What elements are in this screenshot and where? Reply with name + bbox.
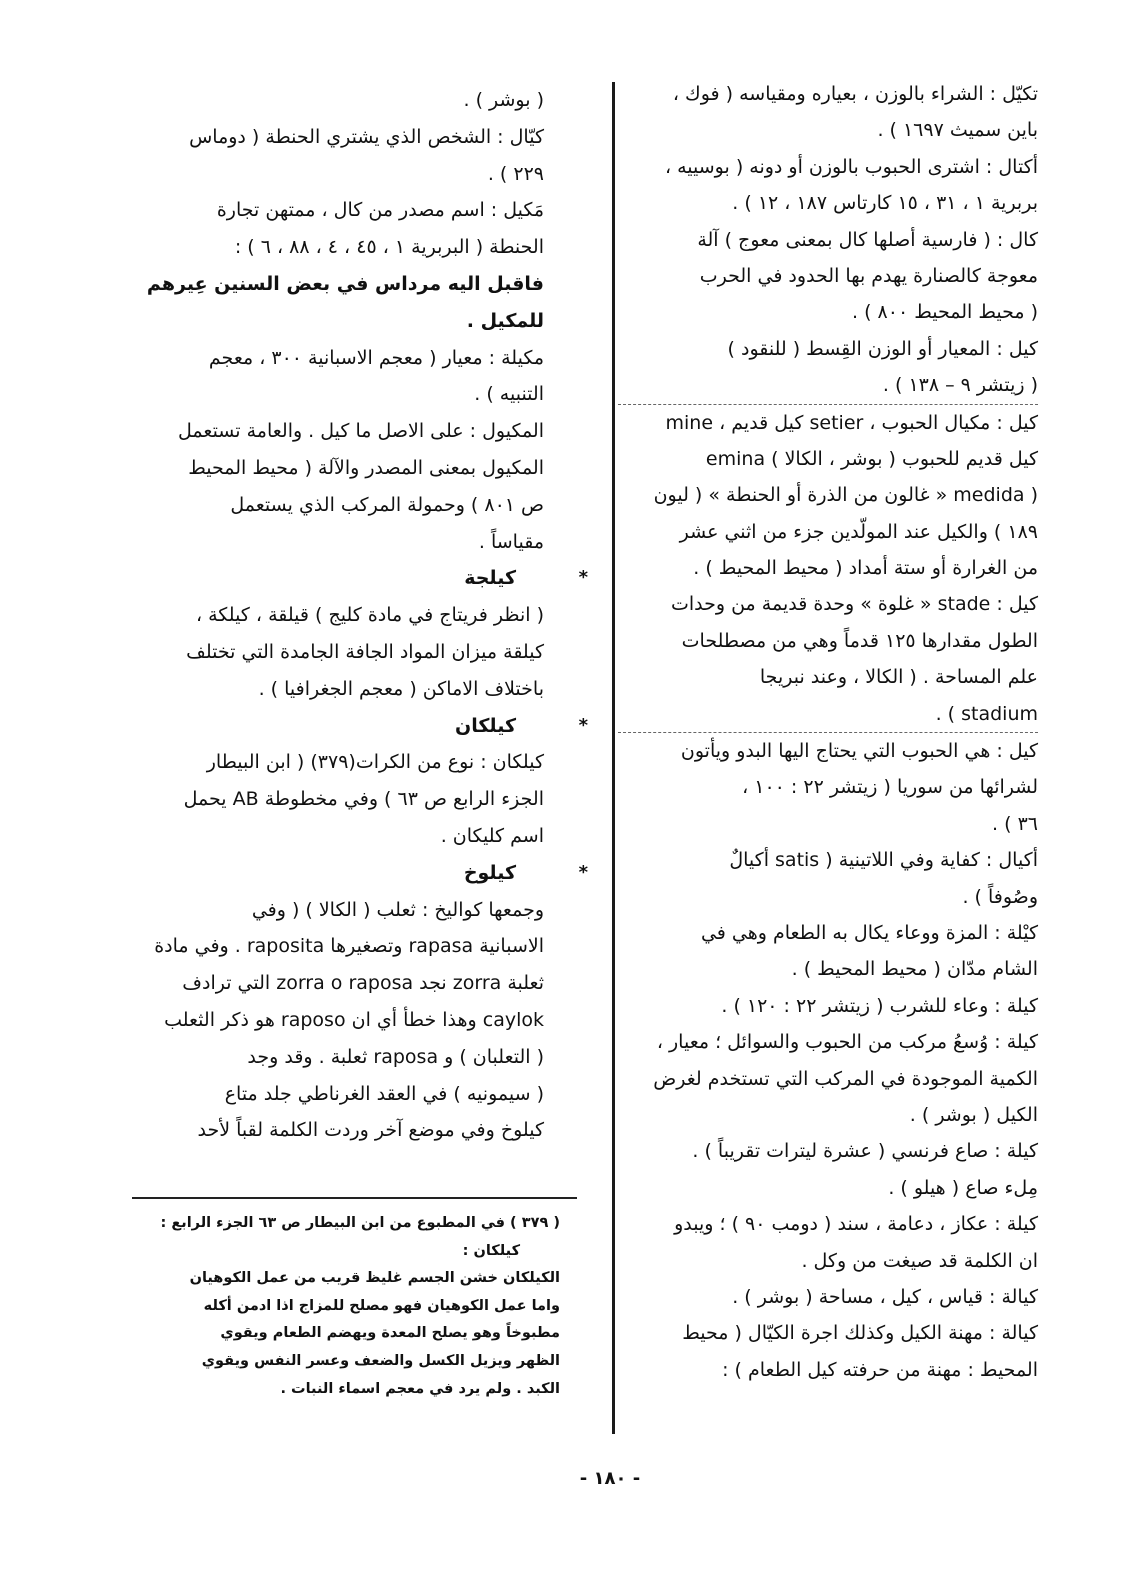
text-line: أكيال : كفاية وفي اللاتينية ( satis أكيالٌ (729, 849, 1038, 872)
text-line: كيْلة : المزة ووعاء يكال به الطعام وهي في (700, 921, 1038, 944)
text-line: مقياساً . (478, 530, 544, 553)
text-line: كيلة : وُسعُ مركب من الحبوب والسوائل ؛ معيار ، (656, 1031, 1038, 1054)
text-line: الكمية الموجودة في المركب التي تستخدم لغرض (653, 1067, 1038, 1090)
text-line: مَكيل : اسم مصدر من كال ، ممتهن تجارة (216, 199, 544, 222)
text-line: الحنطة ( البربرية ١ ، ٤٥ ، ٤ ، ٨٨ ، ٦ ) : (234, 236, 544, 259)
footnote-line: الكبد . ولم يرد في معجم اسماء النبات . (280, 1380, 560, 1397)
text-line: للمكيل . (466, 309, 544, 332)
text-line: stadium ) . (935, 702, 1038, 725)
column-divider (612, 82, 615, 1434)
text-line: كيالة : مهنة الكيل وكذلك اجرة الكيّال ( محيط (682, 1322, 1038, 1345)
text-line: باين سميث ١٦٩٧ ) . (877, 119, 1038, 142)
text-line: كيالة : قياس ، كيل ، مساحة ( بوشر ) . (732, 1285, 1038, 1308)
text-line: ( انظر فريتاج في مادة كليج ) قيلقة ، كيلكة ، (195, 604, 544, 627)
text-line: كيل قديم للحبوب ( بوشر ، الكالا ) emina (705, 447, 1038, 470)
text-line: كيلقة ميزان المواد الجافة الجامدة التي تختلف (186, 640, 544, 663)
text-line: فاقبل اليه مرداس في بعض السنين عِيرهم (146, 272, 544, 295)
footnotes (128, 1210, 560, 1403)
text-line: ( محيط المحيط ٨٠٠ ) . (852, 301, 1038, 324)
entry-heading-text: كيلكان (455, 714, 516, 737)
text-line: كيلوخ وفي موضع آخر وردت الكلمة لقباً لأحد (197, 1119, 544, 1142)
text-line: علم المساحة . ( الكالا ، وعند نبريجا (759, 666, 1038, 689)
entry-heading (132, 855, 588, 892)
text-line: من الغرارة أو ستة أمداد ( محيط المحيط ) . (693, 557, 1038, 580)
text-line: باختلاف الاماكن ( معجم الجغرافيا ) . (258, 677, 544, 700)
text-line: التنبيه ) . (474, 383, 544, 406)
text-line: ٣٦ ) . (992, 812, 1038, 835)
text-line: وصُوفاً ) . (962, 885, 1038, 908)
text-line: caylok وهذا خطأ أي ان raposo هو ذكر الثعلب (164, 1008, 544, 1031)
text-line: الشام مدّان ( محيط المحيط ) . (791, 958, 1038, 981)
entry-marker: * (578, 714, 588, 736)
text-line: ١٨٩ ) والكيل عند المولّدين جزء من اثني عشر (679, 520, 1038, 543)
text-line: كيلكان : نوع من الكرات(٣٧٩) ( ابن البيطار (206, 751, 544, 774)
text-line: بربرية ١ ، ٣١ ، ١٥ كارتاس ١٨٧ ، ١٢ ) . (732, 192, 1038, 215)
text-line: ( سيمونيه ) في العقد الغرناطي جلد متاع (224, 1082, 544, 1105)
text-line: مِلء صاع ( هيلو ) . (888, 1176, 1038, 1199)
text-line: أكتال : اشترى الحبوب بالوزن أو دونه ( بوسييه ، (664, 155, 1038, 178)
text-line: كال : ( فارسية أصلها كال بمعنى معوج ) آلة (697, 228, 1038, 251)
text-line: تكيّل : الشراء بالوزن ، بعياره ومقياسه ( فوك ، (672, 83, 1038, 105)
entry-heading-text: كيلوخ (463, 861, 516, 884)
text-line: لشرائها من سوريا ( زيتشر ٢٢ : ١٠٠ ، (742, 776, 1038, 799)
entry-marker: * (578, 567, 588, 589)
text-line: اسم كليكان . (440, 824, 544, 847)
entry-heading-text: كيلجة (464, 567, 516, 590)
text-line: ( التعلبان ) و raposa ثعلبة . وقد وجد (247, 1045, 544, 1068)
text-line: كيل : مكيال الحبوب ، setier كيل قديم ، mine (618, 404, 1038, 441)
text-line: المحيط : مهنة من حرفته كيل الطعام ) : (722, 1358, 1038, 1381)
text-line: ان الكلمة قد صيغت من وكل . (801, 1249, 1038, 1272)
page-number: - ١٨٠ - (579, 1468, 641, 1489)
text-line: مكيلة : معيار ( معجم الاسبانية ٣٠٠ ، معجم (208, 346, 544, 369)
text-line: ٢٢٩ ) . (487, 162, 544, 185)
right-column (618, 76, 1038, 1388)
entry-marker: * (578, 861, 588, 883)
text-line: كيلة : وعاء للشرب ( زيتشر ٢٢ : ١٢٠ ) . (721, 994, 1038, 1017)
text-line: كيل : هي الحبوب التي يحتاج اليها البدو ويأتون (618, 732, 1038, 769)
footnote-line: ( ٣٧٩ ) في المطبوع من ابن البيطار ص ٦٣ الجزء الرابع : (160, 1215, 560, 1231)
text-line: ثعلبة zorra نجد zorra o raposa التي ترادف (182, 972, 544, 995)
footnote-line: كيلكان : (462, 1242, 520, 1259)
footnote-line: الكيلكان خشن الجسم غليظ قريب من عمل الكوهيان (189, 1270, 560, 1287)
text-line: كيلة : صاع فرنسي ( عشرة ليترات تقريباً ) . (692, 1140, 1038, 1163)
footnote-line: الظهر ويزيل الكسل والضعف وعسر النفس ويقوي (201, 1352, 560, 1369)
text-line: كيل : stade « غلوة » وحدة قديمة من وحدات (671, 593, 1038, 616)
text-line: كيلة : عكاز ، دعامة ، سند ( دومب ٩٠ ) ؛ ويبدو (674, 1213, 1038, 1236)
text-line: المكيول بمعنى المصدر والآلة ( محيط المحيط (188, 456, 544, 479)
text-line: ( medida « غالون من الذرة أو الحنطة » ( ليون (653, 484, 1038, 507)
text-line: ( بوشر ) . (463, 89, 544, 111)
text-line: معوجة كالصنارة يهدم بها الحدود في الحرب (699, 264, 1038, 287)
text-line: وجمعها كواليخ : ثعلب ( الكالا ) ( وفي (251, 898, 544, 921)
text-line: الجزء الرابع ص ٦٣ ) وفي مخطوطة AB يحمل (183, 788, 544, 811)
text-line: الكيل ( بوشر ) . (909, 1103, 1038, 1126)
text-line: الاسبانية rapasa وتصغيرها raposita . وفي مادة (154, 935, 544, 958)
footnote-line: مطبوخاً وهو يصلح المعدة ويهضم الطعام ويقوي (220, 1325, 560, 1342)
text-line: ( زيتشر ٩ – ١٣٨ ) . (882, 374, 1038, 397)
text-line: ص ٨٠١ ) وحمولة المركب الذي يستعمل (230, 493, 544, 516)
text-line: الطول مقدارها ١٢٥ قدماً وهي من مصطلحات (681, 629, 1038, 652)
text-line: كيل : المعيار أو الوزن القِسط ( للنقود ) (727, 337, 1038, 360)
text-line: كيّال : الشخص الذي يشتري الحنطة ( دوماس (189, 125, 544, 148)
footnote-line: واما عمل الكوهيان فهو مصلح للمزاج اذا ادمن أكله (203, 1297, 560, 1314)
text-line: المكيول : على الاصل ما كيل . والعامة تستعمل (178, 420, 544, 443)
entry-heading (132, 560, 588, 597)
footnote-rule (132, 1197, 577, 1199)
left-column (132, 82, 588, 1149)
entry-heading (132, 708, 588, 745)
